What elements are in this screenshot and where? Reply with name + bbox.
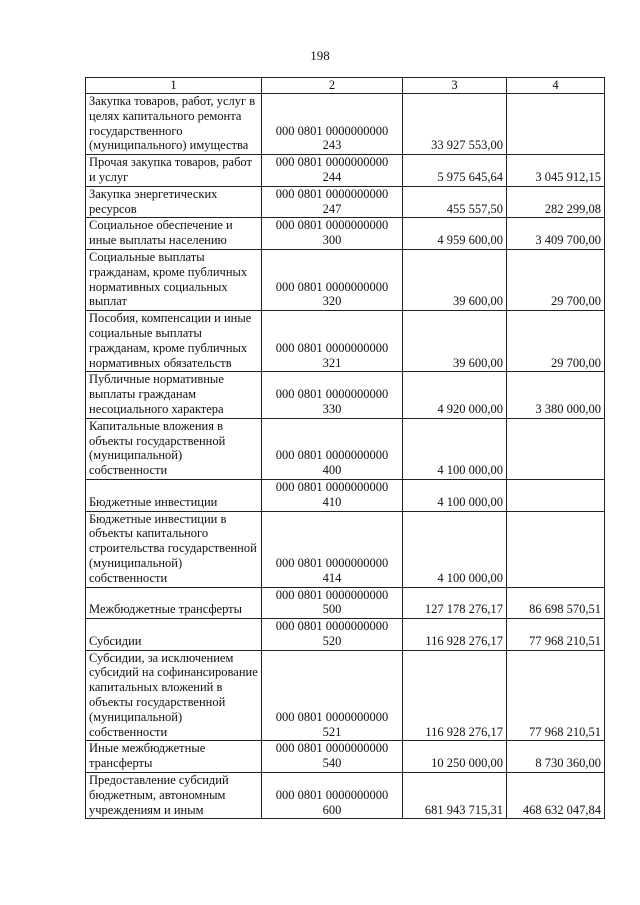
- row-value-col4: 29 700,00: [507, 249, 605, 310]
- table-row: [86, 249, 605, 310]
- row-code: 000 0801 0000000000 243: [262, 94, 403, 155]
- header-col-4: 4: [507, 78, 605, 94]
- row-name: Закупка энергетических ресурсов: [86, 186, 262, 218]
- row-code: 000 0801 0000000000 330: [262, 372, 403, 418]
- table-row: [86, 155, 605, 187]
- row-value-col3: 4 100 000,00: [403, 511, 507, 587]
- row-value-col4: [507, 479, 605, 511]
- table-row: [86, 186, 605, 218]
- row-value-col3: 455 557,50: [403, 186, 507, 218]
- table-row: [86, 741, 605, 773]
- row-value-col3: 5 975 645,64: [403, 155, 507, 187]
- row-code: 000 0801 0000000000 321: [262, 311, 403, 372]
- row-name: Субсидии, за исключением субсидий на софинансирование капитальных вложений в объекты государственной (муниципальной) собственности: [86, 650, 262, 741]
- row-code: 000 0801 0000000000 520: [262, 619, 403, 651]
- row-name: Социальные выплаты гражданам, кроме публичных нормативных социальных выплат: [86, 249, 262, 310]
- row-value-col3: 39 600,00: [403, 249, 507, 310]
- row-name: Прочая закупка товаров, работ и услуг: [86, 155, 262, 187]
- row-value-col4: 77 968 210,51: [507, 619, 605, 651]
- table-row: [86, 650, 605, 741]
- row-value-col4: 29 700,00: [507, 311, 605, 372]
- header-col-3: 3: [403, 78, 507, 94]
- row-name: Пособия, компенсации и иные социальные выплаты гражданам, кроме публичных нормативных обязательств: [86, 311, 262, 372]
- row-code: 000 0801 0000000000 500: [262, 587, 403, 619]
- table-row: [86, 311, 605, 372]
- table-row: [86, 218, 605, 250]
- row-code: 000 0801 0000000000 414: [262, 511, 403, 587]
- row-code: 000 0801 0000000000 521: [262, 650, 403, 741]
- row-value-col3: 4 959 600,00: [403, 218, 507, 250]
- row-value-col3: 4 100 000,00: [403, 418, 507, 479]
- row-value-col4: 3 045 912,15: [507, 155, 605, 187]
- row-name: Бюджетные инвестиции в объекты капитального строительства государственной (муниципальной) собственности: [86, 511, 262, 587]
- row-value-col4: 468 632 047,84: [507, 773, 605, 819]
- row-code: 000 0801 0000000000 410: [262, 479, 403, 511]
- table-row: [86, 773, 605, 819]
- row-value-col4: [507, 511, 605, 587]
- table-row: [86, 418, 605, 479]
- table-row: [86, 511, 605, 587]
- row-code: 000 0801 0000000000 600: [262, 773, 403, 819]
- row-name: Субсидии: [86, 619, 262, 651]
- row-value-col4: 282 299,08: [507, 186, 605, 218]
- row-value-col4: 3 409 700,00: [507, 218, 605, 250]
- row-code: 000 0801 0000000000 540: [262, 741, 403, 773]
- row-value-col3: 116 928 276,17: [403, 619, 507, 651]
- page-number: 198: [310, 48, 330, 63]
- row-name: Межбюджетные трансферты: [86, 587, 262, 619]
- row-value-col4: 86 698 570,51: [507, 587, 605, 619]
- row-value-col3: 127 178 276,17: [403, 587, 507, 619]
- row-code: 000 0801 0000000000 247: [262, 186, 403, 218]
- row-name: Капитальные вложения в объекты государственной (муниципальной) собственности: [86, 418, 262, 479]
- row-name: Публичные нормативные выплаты гражданам несоциального характера: [86, 372, 262, 418]
- table-row: [86, 619, 605, 651]
- row-code: 000 0801 0000000000 300: [262, 218, 403, 250]
- table-row: [86, 372, 605, 418]
- row-code: 000 0801 0000000000 400: [262, 418, 403, 479]
- row-code: 000 0801 0000000000 320: [262, 249, 403, 310]
- row-value-col3: 33 927 553,00: [403, 94, 507, 155]
- row-value-col3: 681 943 715,31: [403, 773, 507, 819]
- row-value-col3: 4 920 000,00: [403, 372, 507, 418]
- table-row: [86, 587, 605, 619]
- header-col-1: 1: [86, 78, 262, 94]
- row-value-col4: [507, 94, 605, 155]
- header-col-2: 2: [262, 78, 403, 94]
- row-value-col3: 116 928 276,17: [403, 650, 507, 741]
- row-value-col3: 4 100 000,00: [403, 479, 507, 511]
- table-row: [86, 479, 605, 511]
- row-name: Социальное обеспечение и иные выплаты населению: [86, 218, 262, 250]
- table-header-row: [86, 78, 605, 94]
- row-value-col3: 39 600,00: [403, 311, 507, 372]
- budget-table: [85, 77, 605, 819]
- row-name: Закупка товаров, работ, услуг в целях капитального ремонта государственного (муниципального) имущества: [86, 94, 262, 155]
- row-value-col4: 8 730 360,00: [507, 741, 605, 773]
- row-value-col4: 77 968 210,51: [507, 650, 605, 741]
- row-name: Предоставление субсидий бюджетным, автономным учреждениям и иным: [86, 773, 262, 819]
- row-name: Иные межбюджетные трансферты: [86, 741, 262, 773]
- row-value-col4: [507, 418, 605, 479]
- table-row: [86, 94, 605, 155]
- row-code: 000 0801 0000000000 244: [262, 155, 403, 187]
- row-name: Бюджетные инвестиции: [86, 479, 262, 511]
- row-value-col4: 3 380 000,00: [507, 372, 605, 418]
- row-value-col3: 10 250 000,00: [403, 741, 507, 773]
